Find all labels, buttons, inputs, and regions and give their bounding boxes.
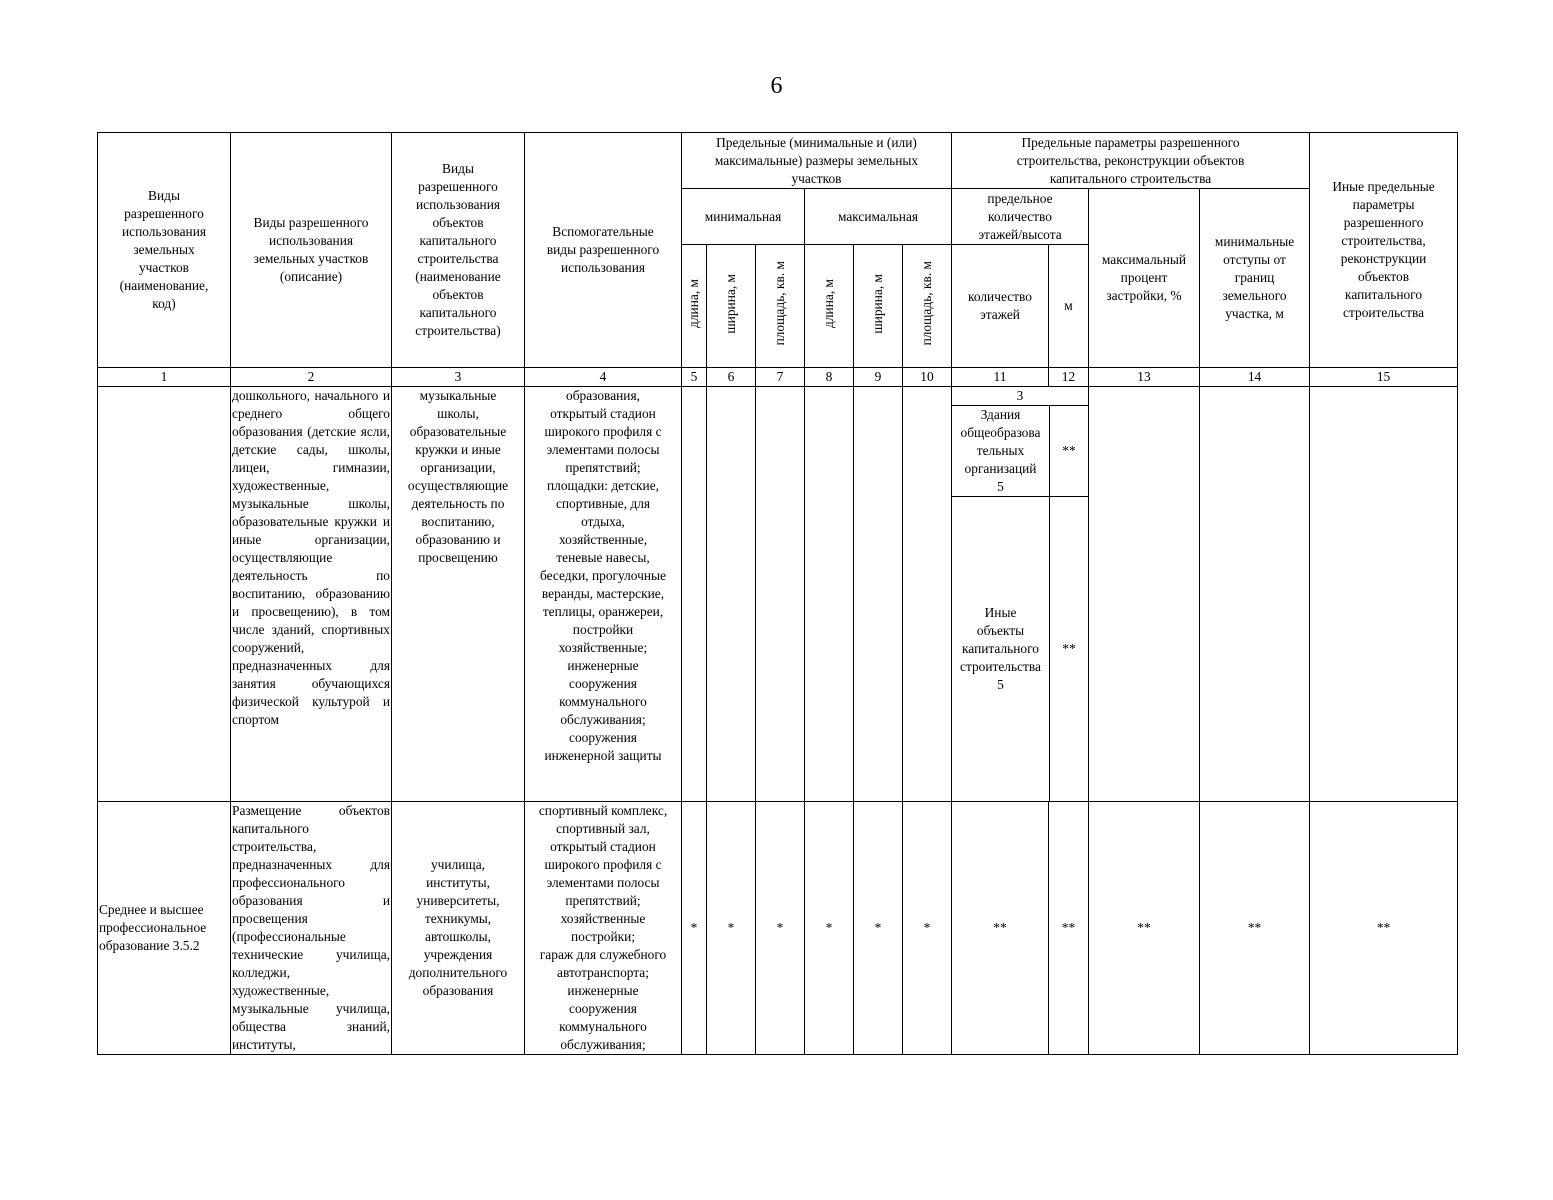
row1-schools-height: ** — [1062, 443, 1076, 458]
header-max-area: площадь, кв. м — [903, 245, 952, 368]
header-max-width: ширина, м — [854, 245, 903, 368]
column-number: 12 — [1049, 368, 1089, 387]
header-maximum: максимальная — [805, 189, 952, 245]
column-number: 6 — [707, 368, 756, 387]
row1-floors-value: 3 — [952, 387, 1088, 406]
column-number: 2 — [231, 368, 392, 387]
column-number: 14 — [1200, 368, 1310, 387]
row1-subrow-other — [952, 497, 1088, 801]
column-number: 13 — [1089, 368, 1200, 387]
row1-min-length — [682, 387, 707, 802]
column-number: 7 — [756, 368, 805, 387]
row2-max-build-percent: ** — [1089, 802, 1200, 1055]
row1-min-setbacks — [1200, 387, 1310, 802]
row1-other-parameters — [1310, 387, 1458, 802]
row2-min-area: * — [756, 802, 805, 1055]
column-number: 9 — [854, 368, 903, 387]
row2-min-length: * — [682, 802, 707, 1055]
header-other-parameters: Иные предельные параметры разрешенного строительства, реконструкции объектов капитального строительства — [1310, 133, 1458, 368]
row1-capital-construction-use: музыкальные школы, образовательные кружки и иные организации, осуществляющие деятельность по воспитанию, образованию и просвещению — [392, 387, 525, 802]
column-number: 15 — [1310, 368, 1458, 387]
row2-land-use-code: Среднее и высшее профессиональное образование 3.5.2 — [98, 802, 231, 1055]
row1-min-width — [707, 387, 756, 802]
row1-max-length — [805, 387, 854, 802]
header-capital-construction-use: Виды разрешенного использования объектов капитального строительства (наименование объектов капитального строительства) — [392, 133, 525, 368]
row2-floor-count: ** — [952, 802, 1049, 1055]
row1-other-height: ** — [1062, 641, 1076, 656]
row2-description: Размещение объектов капитального строительства, предназначенных для профессионального образования и просвещения (профессиональные технические училища, колледжи, художественные, музыкальные училища, общества знаний, институты, — [231, 802, 392, 1055]
row1-max-area — [903, 387, 952, 802]
header-height-m: м — [1049, 245, 1089, 368]
header-auxiliary-use: Вспомогательные виды разрешенного использования — [525, 133, 682, 368]
row2-max-area: * — [903, 802, 952, 1055]
header-min-setbacks: минимальные отступы от границ земельного участка, м — [1200, 189, 1310, 368]
row1-max-width — [854, 387, 903, 802]
column-number: 1 — [98, 368, 231, 387]
column-number: 4 — [525, 368, 682, 387]
row1-max-build-percent — [1089, 387, 1200, 802]
row2-min-width: * — [707, 802, 756, 1055]
header-floors-height: предельное количество этажей/высота — [952, 189, 1089, 245]
header-land-use-code: Виды разрешенного использования земельных участков (наименование, код) — [98, 133, 231, 368]
row1-land-use-code — [98, 387, 231, 802]
header-land-use-description: Виды разрешенного использования земельных участков (описание) — [231, 133, 392, 368]
row1-min-area — [756, 387, 805, 802]
row1-schools-floors: Здания общеобразова тельных организаций 5 — [952, 406, 1050, 496]
header-max-length: длина, м — [805, 245, 854, 368]
column-number: 5 — [682, 368, 707, 387]
row2-max-length: * — [805, 802, 854, 1055]
row2-height-m: ** — [1049, 802, 1089, 1055]
column-number: 11 — [952, 368, 1049, 387]
table-row — [98, 802, 1458, 1055]
header-construction-parameters: Предельные параметры разрешенного строительства, реконструкции объектов капитального строительства — [952, 133, 1310, 189]
header-floor-count: количество этажей — [952, 245, 1049, 368]
land-use-table — [97, 132, 1458, 1055]
row2-other-parameters: ** — [1310, 802, 1458, 1055]
row2-min-setbacks: ** — [1200, 802, 1310, 1055]
row2-max-width: * — [854, 802, 903, 1055]
row1-other-floors: Иные объекты капитального строительства 5 — [952, 497, 1050, 801]
column-number: 3 — [392, 368, 525, 387]
column-number: 10 — [903, 368, 952, 387]
header-min-area: площадь, кв. м — [756, 245, 805, 368]
row1-auxiliary-use: образования, открытый стадион широкого профиля с элементами полосы препятствий; площадки: детские, спортивные, для отдыха, хозяйственные, теневые навесы, беседки, прогулочные веранды, мастерские, теплицы, оранжереи, постройки хозяйственные; инженерные сооружения коммунального обслуживания; сооружения инженерной защиты — [525, 387, 682, 802]
row2-capital-construction-use: училища, институты, университеты, техникумы, автошколы, учреждения дополнительного образования — [392, 802, 525, 1055]
header-max-build-percent: максимальный процент застройки, % — [1089, 189, 1200, 368]
row2-auxiliary-use: спортивный комплекс, спортивный зал, открытый стадион широкого профиля с элементами полосы препятствий; хозяйственные постройки; гараж для служебного автотранспорта; инженерные сооружения коммунального обслуживания; — [525, 802, 682, 1055]
row1-subrow-schools — [952, 406, 1088, 497]
column-number-row — [98, 368, 1458, 387]
row1-floors-block — [952, 387, 1089, 802]
header-minimum: минимальная — [682, 189, 805, 245]
column-number: 8 — [805, 368, 854, 387]
header-min-width: ширина, м — [707, 245, 756, 368]
header-min-length: длина, м — [682, 245, 707, 368]
header-plot-size-limits: Предельные (минимальные и (или) максимальные) размеры земельных участков — [682, 133, 952, 189]
page-number: 6 — [770, 73, 783, 99]
table-row — [98, 387, 1458, 802]
row1-description: дошкольного, начального и среднего общего образования (детские ясли, детские сады, школы, лицеи, гимназии, художественные, музыкальные школы, образовательные кружки и иные организации, осуществляющие деятельность по воспитанию, образованию и просвещению), в том числе зданий, спортивных сооружений, предназначенных для занятия обучающихся физической культурой и спортом — [231, 387, 392, 802]
